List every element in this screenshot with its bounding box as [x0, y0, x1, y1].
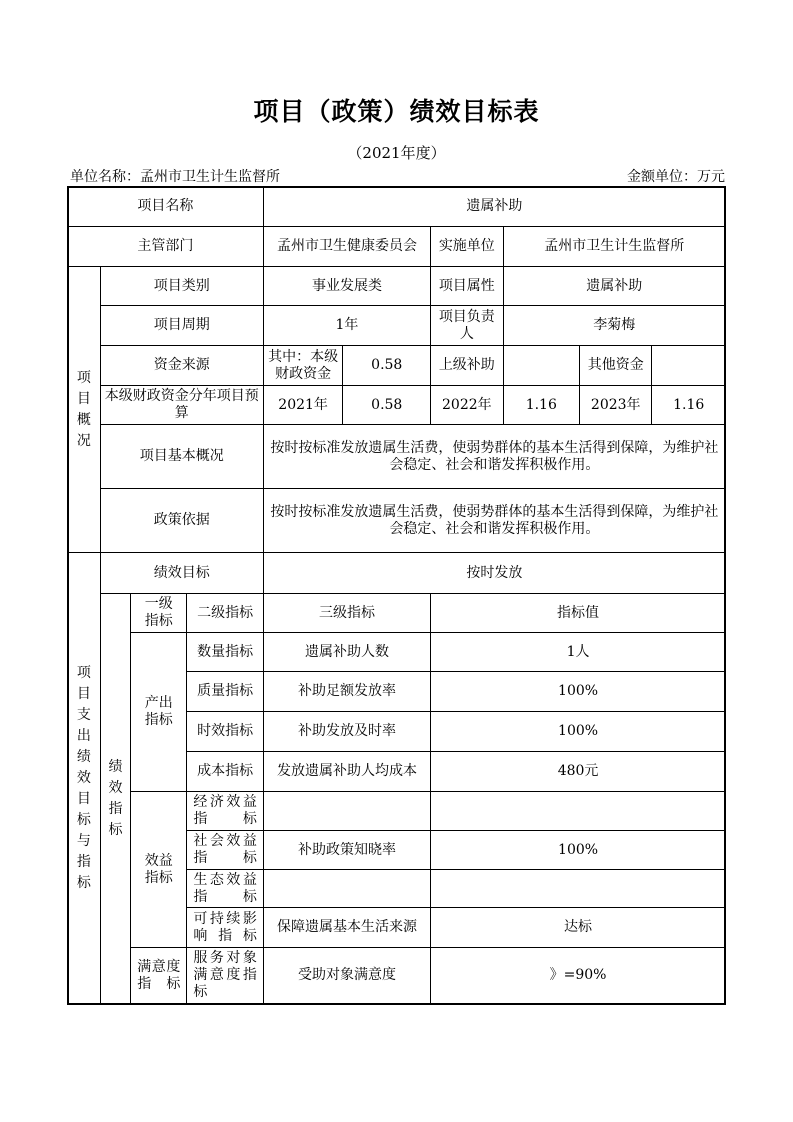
- level3-header: 三级指标: [263, 594, 430, 633]
- funds-other-label: 其他资金: [580, 346, 652, 386]
- satisfaction-l3: 受助对象满意度: [263, 948, 430, 1004]
- output-value: 100%: [431, 672, 726, 712]
- project-name-value: 遗属补助: [263, 187, 725, 227]
- budget-year-1-value: 0.58: [343, 386, 431, 425]
- budget-year-3: 2023年: [580, 386, 652, 425]
- output-value: 100%: [431, 712, 726, 752]
- funds-other-value: [652, 346, 726, 386]
- budget-year-1: 2021年: [263, 386, 343, 425]
- period-label: 项目周期: [100, 306, 263, 346]
- benefit-l3: 保障遗属基本生活来源: [263, 908, 430, 948]
- policy-text: 按时按标准发放遗属生活费，使弱势群体的基本生活得到保障，为维护社会稳定、社会和谐发挥积极作用。: [263, 489, 725, 553]
- basic-overview-label: 项目基本概况: [100, 425, 263, 489]
- benefit-l3: [263, 792, 430, 831]
- funds-upper-label: 上级补助: [431, 346, 503, 386]
- budget-year-2: 2022年: [431, 386, 503, 425]
- value-header: 指标值: [431, 594, 726, 633]
- basic-overview-text: 按时按标准发放遗属生活费，使弱势群体的基本生活得到保障，为维护社会稳定、社会和谐发挥积极作用。: [263, 425, 725, 489]
- output-l2: 质量指标: [187, 672, 264, 712]
- benefit-l2: 社会效益指标: [187, 831, 264, 870]
- attr-label: 项目属性: [431, 267, 503, 306]
- level2-header: 二级指标: [187, 594, 264, 633]
- goal-value: 按时发放: [263, 553, 725, 594]
- benefit-l2: 经济效益指标: [187, 792, 264, 831]
- indicator-label: 绩效指标: [100, 594, 131, 1004]
- budget-year-2-value: 1.16: [503, 386, 580, 425]
- benefit-value: [431, 792, 726, 831]
- goal-label: 绩效目标: [100, 553, 263, 594]
- output-l3: 补助足额发放率: [263, 672, 430, 712]
- category-label: 项目类别: [100, 267, 263, 306]
- output-label: 产出指标: [131, 633, 187, 792]
- benefit-l3: 补助政策知晓率: [263, 831, 430, 870]
- satisfaction-value: 》=90%: [431, 948, 726, 1004]
- benefit-value: 达标: [431, 908, 726, 948]
- page-subtitle: （2021年度）: [347, 144, 446, 162]
- benefit-value: [431, 870, 726, 908]
- output-l3: 补助发放及时率: [263, 712, 430, 752]
- owner-value: 李菊梅: [503, 306, 725, 346]
- page-title: 项目（政策）绩效目标表: [253, 97, 540, 126]
- satisfaction-l2: 服务对象满意度指标: [187, 948, 264, 1004]
- output-l3: 遗属补助人数: [263, 633, 430, 672]
- dept-value: 孟州市卫生健康委员会: [263, 227, 430, 267]
- performance-table: [67, 186, 726, 1004]
- output-l2: 成本指标: [187, 752, 264, 792]
- benefit-value: 100%: [431, 831, 726, 870]
- overview-section-label: 项目概况: [68, 267, 101, 553]
- output-l2: 时效指标: [187, 712, 264, 752]
- attr-value: 遗属补助: [503, 267, 725, 306]
- output-value: 1人: [431, 633, 726, 672]
- funds-local-value: 0.58: [343, 346, 431, 386]
- output-value: 480元: [431, 752, 726, 792]
- output-l3: 发放遗属补助人均成本: [263, 752, 430, 792]
- funds-local-label: 其中：本级财政资金: [263, 346, 343, 386]
- benefit-l3: [263, 870, 430, 908]
- category-value: 事业发展类: [263, 267, 430, 306]
- unit-name: 单位名称：孟州市卫生计生监督所: [70, 169, 280, 185]
- impl-label: 实施单位: [431, 227, 503, 267]
- benefit-label: 效益指标: [131, 792, 187, 948]
- policy-label: 政策依据: [100, 489, 263, 553]
- owner-label: 项目负责人: [431, 306, 503, 346]
- satisfaction-label: 满意度指标: [131, 948, 187, 1004]
- dept-label: 主管部门: [68, 227, 264, 267]
- benefit-l2: 生态效益指标: [187, 870, 264, 908]
- target-section-label: 项目支出绩效目标与指标: [68, 553, 101, 1004]
- level1-header: 一级指标: [131, 594, 187, 633]
- budget-label: 本级财政资金分年项目预算: [100, 386, 263, 425]
- project-name-label: 项目名称: [68, 187, 264, 227]
- money-unit: 金额单位：万元: [627, 169, 725, 185]
- budget-year-3-value: 1.16: [652, 386, 726, 425]
- benefit-l2: 可持续影响指标: [187, 908, 264, 948]
- impl-value: 孟州市卫生计生监督所: [503, 227, 725, 267]
- period-value: 1年: [263, 306, 430, 346]
- funds-label: 资金来源: [100, 346, 263, 386]
- output-l2: 数量指标: [187, 633, 264, 672]
- funds-upper-value: [503, 346, 580, 386]
